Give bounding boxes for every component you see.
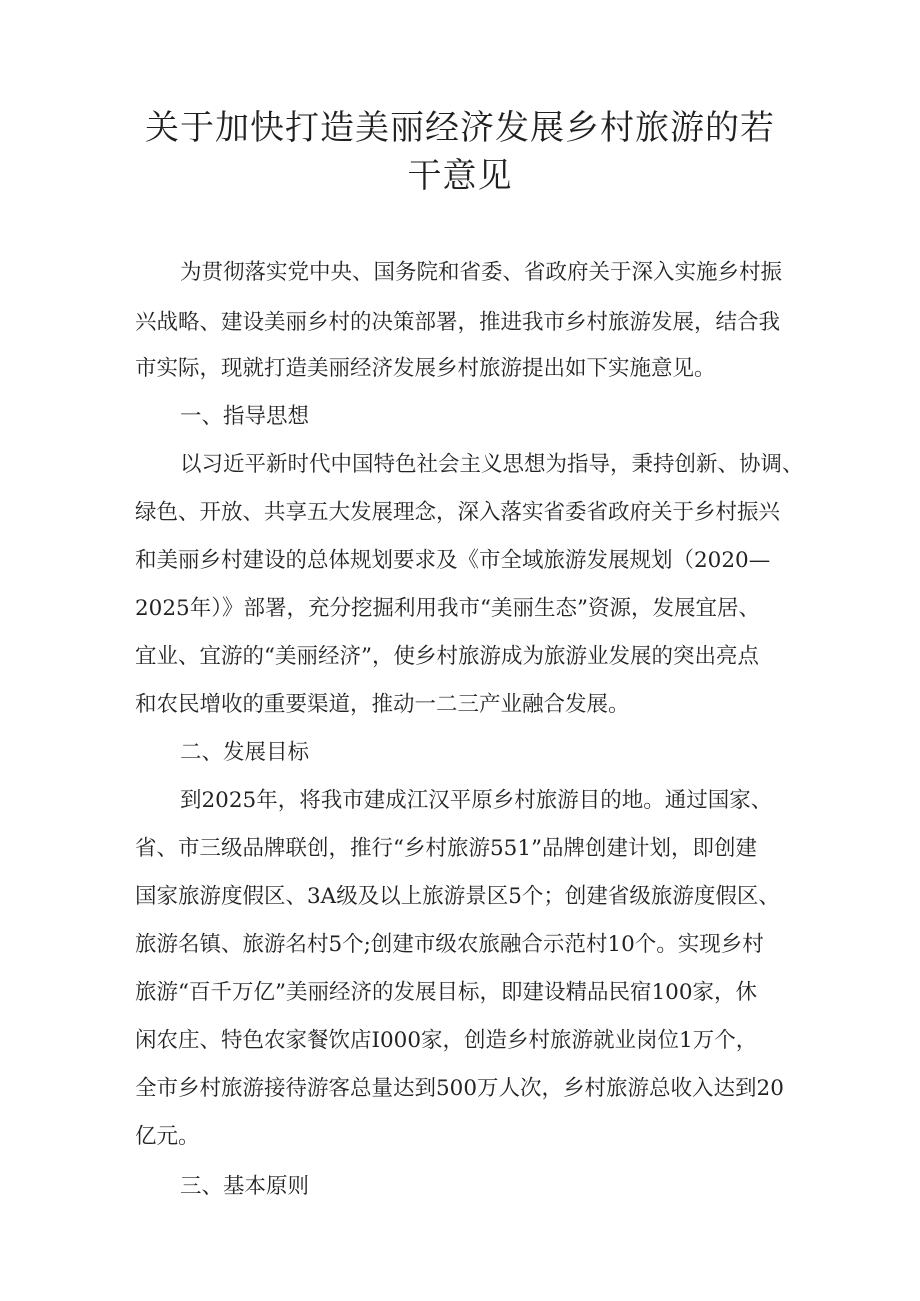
section-heading-development-goals: 二、发展目标 (180, 740, 310, 765)
goals-line-4: 旅游名镇、旅游名村5个;创建市级农旅融合示范村10个。实现乡村 (135, 932, 764, 957)
document-title-line-2: 干意见 (407, 156, 513, 196)
ideology-line-5: 宜业、宜游的“美丽经济”，使乡村旅游成为旅游业发展的突出亮点 (135, 644, 759, 669)
goals-line-7: 全市乡村旅游接待游客总量达到500万人次，乡村旅游总收入达到20 (135, 1076, 784, 1101)
goals-line-5: 旅游“百千万亿”美丽经济的发展目标，即建设精品民宿100家，休 (135, 980, 758, 1005)
ideology-line-1: 以习近平新时代中国特色社会主义思想为指导，秉持创新、协调、 (180, 452, 804, 477)
intro-line-1: 为贯彻落实党中央、国务院和省委、省政府关于深入实施乡村振 (180, 260, 783, 285)
intro-line-2: 兴战略、建设美丽乡村的决策部署，推进我市乡村旅游发展，结合我 (135, 310, 781, 335)
ideology-line-4: 2025年）》部署，充分挖掘利用我市“美丽生态”资源，发展宜居、 (135, 596, 760, 621)
ideology-line-3: 和美丽乡村建设的总体规划要求及《市全域旅游发展规划（2020— (135, 548, 771, 573)
ideology-line-6: 和农民增收的重要渠道，推动一二三产业融合发展。 (135, 692, 630, 717)
intro-line-3: 市实际，现就打造美丽经济发展乡村旅游提出如下实施意见。 (135, 356, 716, 381)
document-title-line-1: 关于加快打造美丽经济发展乡村旅游的若 (145, 108, 775, 148)
goals-line-6: 闲农庄、特色农家餐饮店I000家，创造乡村旅游就业岗位1万个， (135, 1028, 758, 1053)
section-heading-guiding-ideology: 一、指导思想 (180, 404, 310, 429)
goals-line-8: 亿元。 (135, 1124, 200, 1149)
goals-line-1: 到2025年，将我市建成江汉平原乡村旅游目的地。通过国家、 (180, 788, 773, 813)
section-heading-basic-principles: 三、基本原则 (180, 1174, 310, 1199)
goals-line-3: 国家旅游度假区、3A级及以上旅游景区5个；创建省级旅游度假区、 (135, 884, 780, 909)
ideology-line-2: 绿色、开放、共享五大发展理念，深入落实省委省政府关于乡村振兴 (135, 500, 781, 525)
goals-line-2: 省、市三级品牌联创，推行“乡村旅游551”品牌创建计划，即创建 (135, 836, 758, 861)
